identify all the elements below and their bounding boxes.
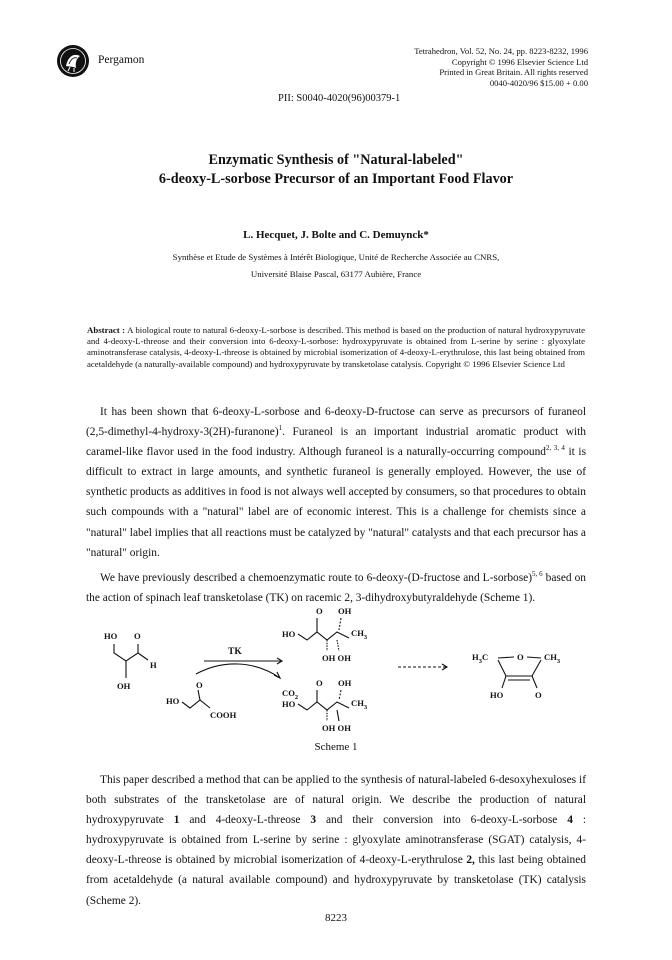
svg-text:HO: HO: [282, 629, 296, 639]
svg-text:O: O: [196, 680, 203, 690]
authors: L. Hecquet, J. Bolte and C. Demuynck*: [243, 229, 429, 241]
para1-text-c: it is difficult to extract in large amounts, and synthetic furaneol is generally employed. However, the use of synthetic products as additives in food is not always well accepted by consumers, so that procedures to obtain such compounds with a "natural" label are of economic interest. This is a challenge for chemists since a "natural" label implies that all reactions must be catalyzed by "natural" catalysts and that each precursor has a "natural" origin.: [86, 446, 587, 559]
svg-text:CH3: $CH_3$: [351, 628, 368, 641]
product-ketose-2: [282, 678, 368, 733]
journal-name: Tetrahedron: [414, 46, 456, 56]
para2-text-a: We have previously described a chemoenzymatic route to 6-deoxy-(D-fructose and L-sorbose): [100, 572, 533, 584]
svg-text:OH: OH: [338, 606, 352, 616]
abstract-text: A biological route to natural 6-deoxy-L-sorbose is described. This method is based on the production of natural hydroxypyruvate and 4-deoxy-L-threose and their conversion into 6-deoxy-L-sorbose: hydroxypyruvate is obtained from L-serine by serine : glyoxylate aminotransferase catalysis, 4-deoxy-L-threose is obtained by microbial isomerization of 4-deoxy-L-erythrulose, this last being obtained from acetaldehyde (a naturally-available compound) and hydroxypyruvate by transketolase catalysis. Copyright © 1996 Elsevier Science Ltd: [87, 325, 585, 369]
svg-text:H: H: [150, 660, 157, 670]
svg-text:O: O: [517, 652, 524, 662]
journal-citation: , Vol. 52, No. 24, pp. 8223-8232, 1996: [455, 46, 588, 56]
printed-line: Printed in Great Britain. All rights reserved: [439, 67, 588, 78]
paper-title: [0, 151, 672, 188]
paragraph-2: [86, 568, 586, 608]
svg-text:OH: OH: [338, 678, 352, 688]
svg-text:CH3: $CH_3$: [351, 698, 368, 711]
citation-5-6: 5, 6: [532, 570, 543, 579]
title-line-2: 6-deoxy-L-sorbose Precursor of an Important Food Flavor: [158, 170, 514, 187]
scheme-1-diagram: [104, 604, 574, 740]
compound-number-3: 3: [310, 814, 317, 827]
hydroxypyruvate: [166, 680, 298, 720]
para3-text-b: and 4-deoxy-L-threose: [179, 814, 311, 827]
copyright-line: Copyright © 1996 Elsevier Science Ltd: [451, 56, 588, 67]
para3-text-d: : hydroxypyruvate is obtained from L-serine by serine : glyoxylate aminotransferase (SGAT) catalysis, 4-deoxy-L-threose is obtained by microbial isomerization of 4-deoxy-L-erythrulose: [86, 814, 586, 867]
publisher-logo: [56, 44, 90, 78]
furaneol-structure: [472, 652, 561, 700]
publisher-name: Pergamon: [98, 54, 145, 66]
compound-number-2: 2,: [466, 854, 475, 867]
svg-text:CO2: $CO_2$: [282, 688, 299, 701]
paragraph-3: [86, 770, 586, 911]
citation-1: 1: [278, 424, 283, 433]
svg-text:H3C: $H_3C$: [472, 652, 489, 665]
price-line: 0040-4020/96 $15.00 + 0.00: [489, 77, 588, 88]
journal-info: [414, 46, 588, 88]
paragraph-1: [86, 402, 586, 563]
svg-text:O: O: [316, 606, 323, 616]
svg-text:O: O: [134, 631, 141, 641]
abstract: [87, 325, 585, 370]
compound-number-1: 1: [173, 814, 180, 827]
compound-number-4: 4: [567, 814, 573, 827]
enzyme-label: TK: [228, 647, 242, 657]
svg-text:HO: HO: [166, 696, 180, 706]
product-ketose-1: [282, 606, 368, 663]
affiliation-line-2: Université Blaise Pascal, 63177 Aubière, France: [250, 268, 422, 279]
conversion-arrow: [398, 664, 447, 670]
scheme-caption: Scheme 1: [314, 741, 358, 753]
para3-text-a: This paper described a method that can be applied to the synthesis of natural-labeled 6-desoxyhexuloses if both substrates of the transketolase are of natural origin. We describe the production of natural hydroxypyruvate: [86, 774, 586, 827]
title-line-1: Enzymatic Synthesis of "Natural-labeled": [208, 152, 464, 168]
svg-text:HO: HO: [490, 690, 504, 700]
svg-text:HO: HO: [282, 699, 296, 709]
abstract-label: Abstract :: [87, 325, 126, 335]
citation-2-3-4: 2, 3, 4: [545, 444, 565, 453]
svg-text:OH OH: OH OH: [322, 653, 351, 663]
tk-reaction-arrow: [196, 647, 282, 678]
page-number: 8223: [325, 912, 347, 924]
para3-text-e: this last being obtained from acetaldehyde (a natural available compound) and hydroxypyruvate by transketolase (TK) catalysis (Scheme 2).: [86, 854, 586, 907]
para3-text-c: and their conversion into 6-deoxy-L-sorbose: [316, 814, 568, 827]
svg-text:OH: OH: [117, 681, 131, 691]
svg-text:HO: HO: [104, 631, 118, 641]
para1-text-a: It has been shown that 6-deoxy-L-sorbose and 6-deoxy-D-fructose can serve as precursors of furaneol (2,5-dimethyl-4-hydroxy-3(2H)-furanone): [86, 406, 586, 439]
affiliation-line-1: Synthèse et Etude de Systèmes à Intérêt Biologique, Unité de Recherche Associée au CNRS,: [172, 252, 500, 262]
svg-text:O: O: [535, 690, 542, 700]
substrate-aldehyde: [104, 631, 157, 691]
para1-text-b: . Furaneol is an important industrial aromatic product with caramel-like flavor used in the food industry. Although furaneol is a naturally-occurring compound: [86, 426, 586, 459]
pii: PII: S0040-4020(96)00379-1: [278, 93, 401, 104]
svg-text:O: O: [316, 678, 323, 688]
svg-text:COOH: COOH: [210, 710, 237, 720]
para2-text-b: based on the action of spinach leaf transketolase (TK) on racemic 2, 3-dihydroxybutyraldehyde (Scheme 1).: [86, 572, 586, 605]
svg-text:OH OH: OH OH: [322, 723, 351, 733]
affiliation: [0, 249, 672, 282]
svg-text:CH3: $CH_3$: [544, 652, 561, 665]
